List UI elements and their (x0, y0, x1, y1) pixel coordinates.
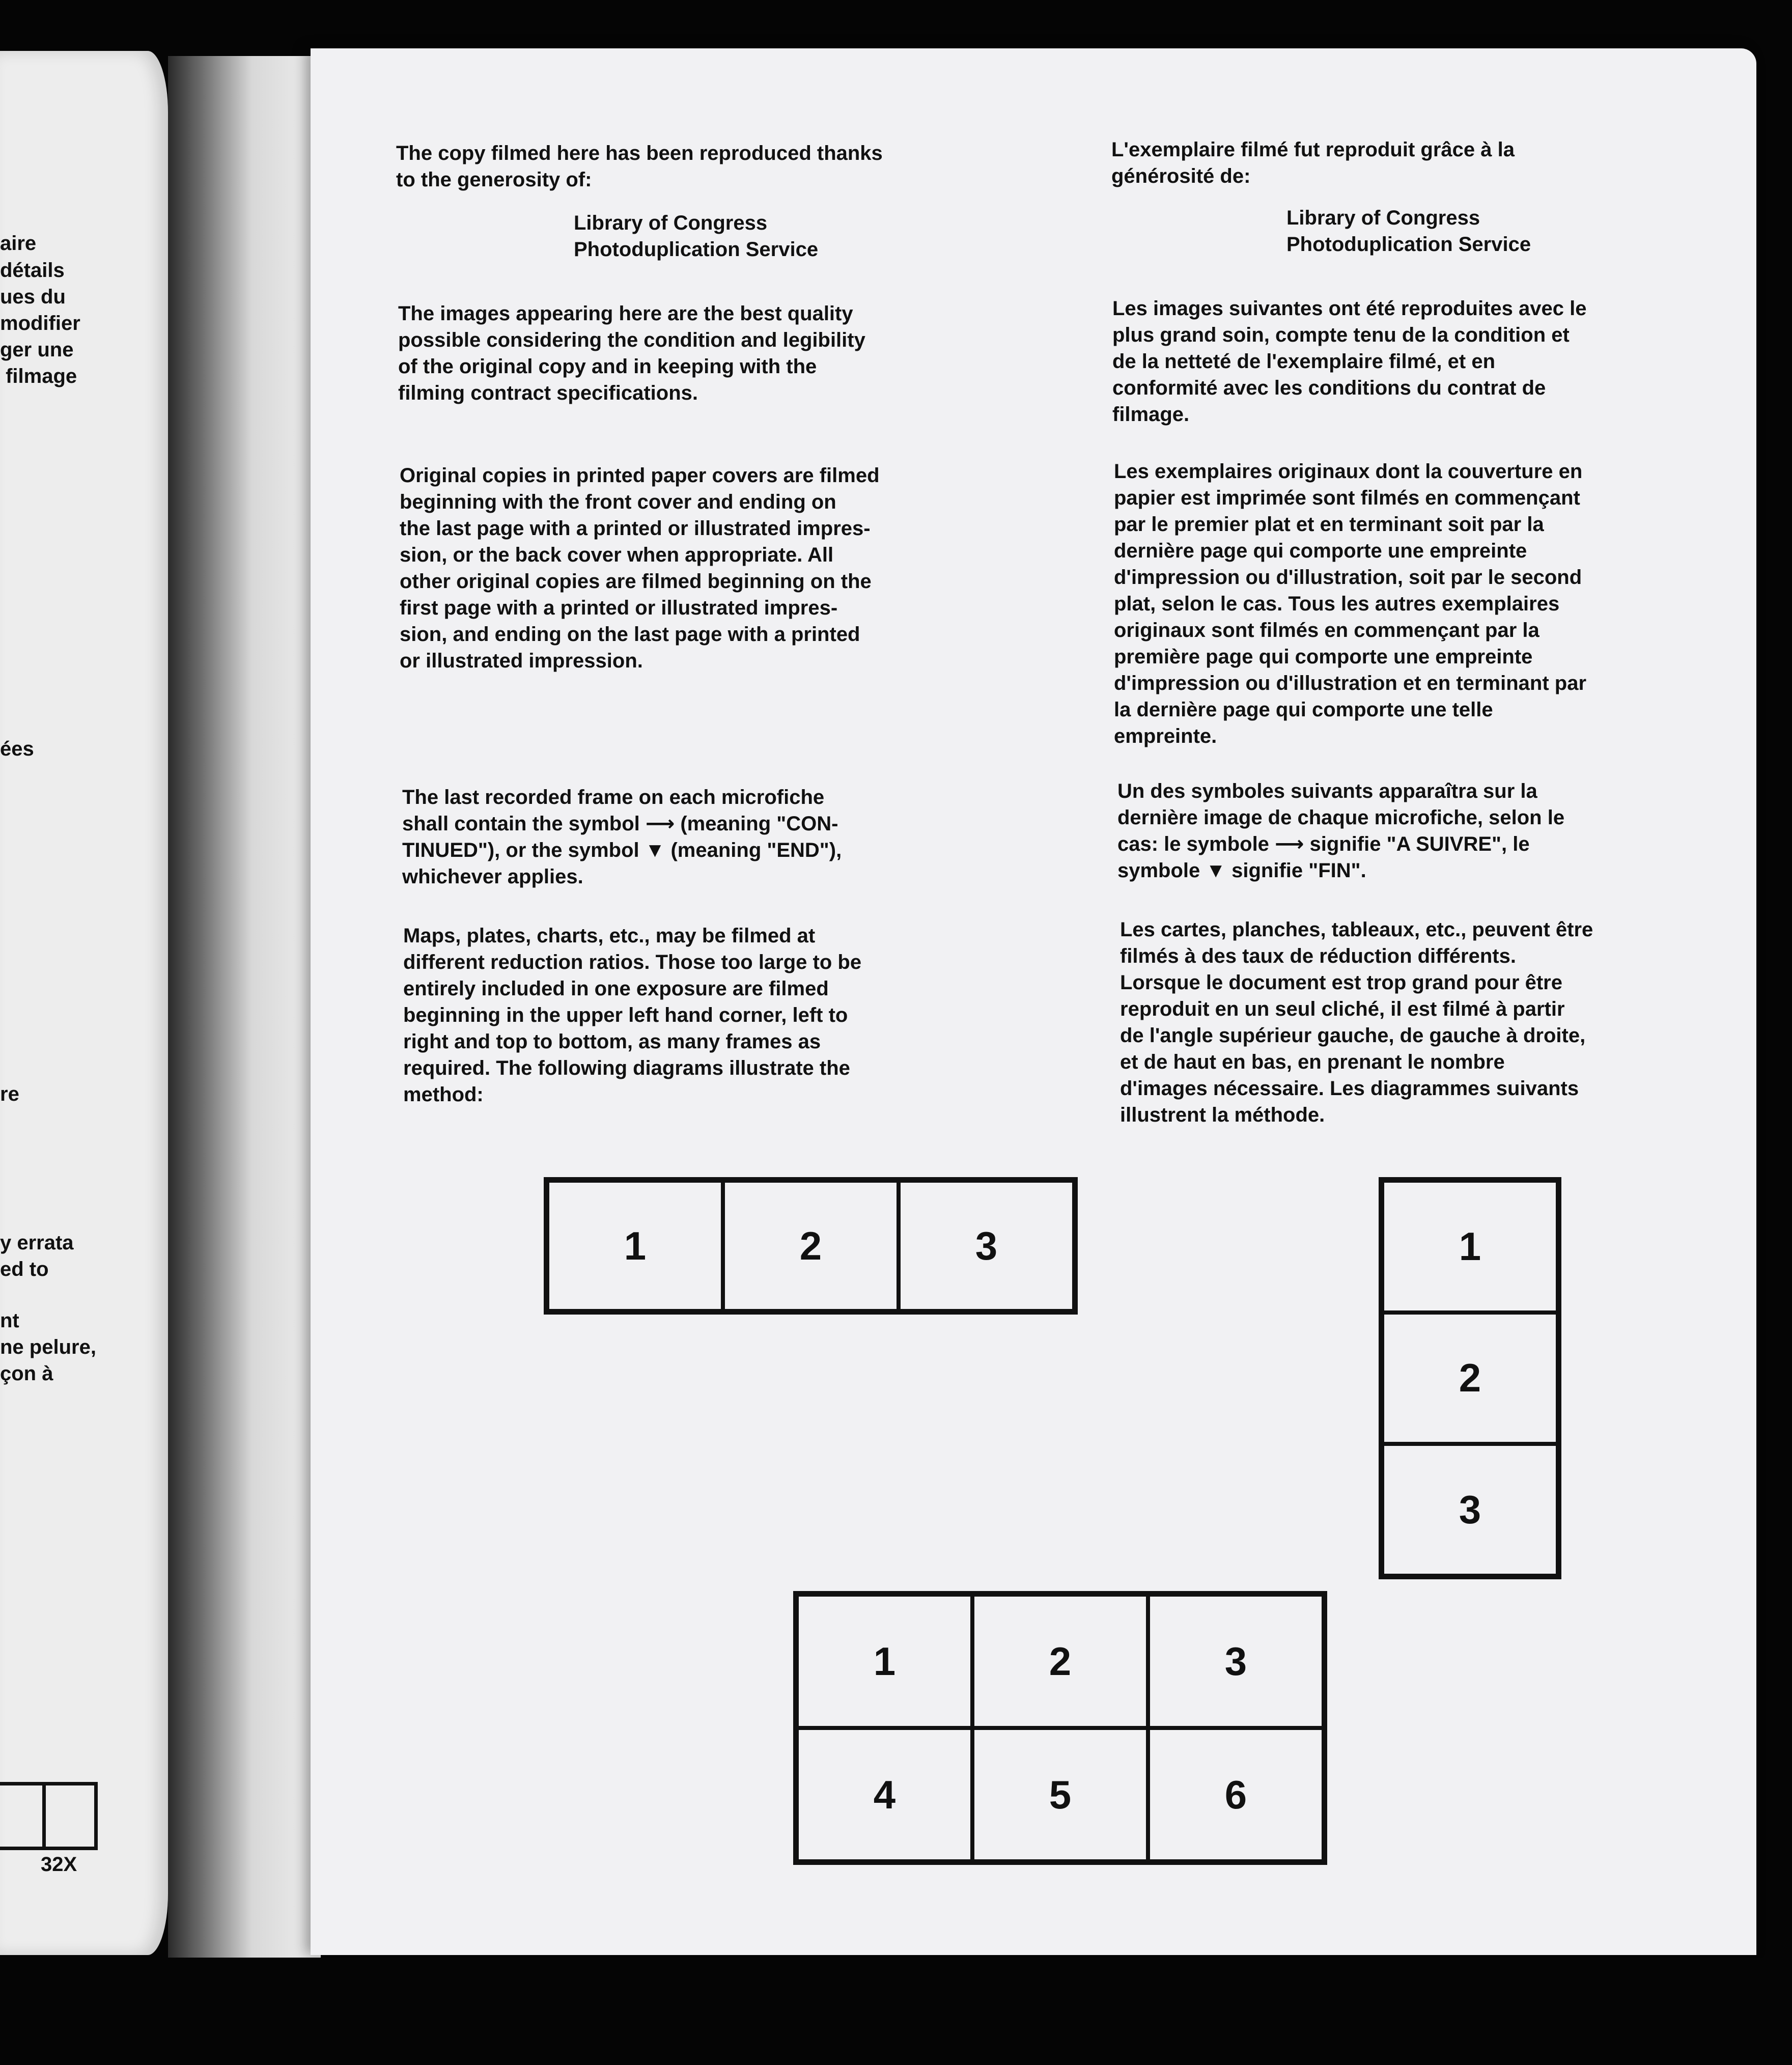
fragment-line: y errata (0, 1232, 74, 1254)
film-border (0, 1958, 1792, 2065)
resolution-box (0, 1782, 46, 1850)
english-library-name: Library of Congress Photoduplication Service (574, 212, 819, 261)
resolution-boxes (0, 1782, 94, 1848)
english-paragraph-maps: Maps, plates, charts, etc., may be filmed at different reduction ratios. Those too large to be entirely included in one exposure are filmed beginning in the upper left hand corner, left to right and top to bottom, as many frames as required. The following diagrams illustrate the method: (403, 925, 862, 1106)
french-paragraph-quality: Les images suivantes ont été reproduites avec le plus grand soin, compte tenu de la condition et de la netteté de l'exemplaire filmé, et en conformité avec les conditions du contrat de filmage. (1112, 297, 1587, 426)
french-paragraph-maps: Les cartes, planches, tableaux, etc., peuvent être filmés à des taux de réduction différents. Lorsque le document est trop grand pour être reproduit en un seul cliché, il est filmé à partir de l'angle supérieur gauche, de gauche à droite, et de haut en bas, en prenant le nombre d'images nécessaire. Les diagrammes suivants illustrent la méthode. (1120, 918, 1593, 1126)
fragment-line: re (0, 1083, 19, 1105)
frame-cell: 2 (1382, 1313, 1558, 1444)
fragment-line: aire (0, 232, 37, 255)
page-gutter-shadow (168, 56, 321, 1960)
frame-cell: 2 (972, 1595, 1148, 1728)
fragment-line: nt (0, 1309, 19, 1332)
english-paragraph-quality: The images appearing here are the best quality possible considering the condition and legibility of the original copy and in keeping with the filming contract specifications. (398, 302, 865, 404)
frame-cell: 1 (797, 1595, 972, 1728)
vertical-frame-diagram (1379, 1177, 1561, 1579)
fragment-line: modifier (0, 312, 80, 334)
fragment-line: détails (0, 259, 65, 282)
frame-cell: 4 (797, 1728, 972, 1861)
grid-frame-diagram (793, 1591, 1327, 1865)
english-intro: The copy filmed here has been reproduced thanks to the generosity of: (396, 142, 883, 191)
frame-cell: 6 (1148, 1728, 1324, 1861)
horizontal-frame-diagram (544, 1177, 1078, 1315)
fragment-line: ger une (0, 339, 74, 361)
french-paragraph-covers: Les exemplaires originaux dont la couverture en papier est imprimée sont filmés en commençant par le premier plat et en terminant soit par la dernière page qui comporte une empreinte d'impression ou d'illustration, soit par le second plat, selon le cas. Tous les autres exemplaires originaux sont filmés en commençant par la première page qui comporte une empreinte d'impression ou d'illustration et en terminant par la dernière page qui comporte une telle empreinte. (1114, 460, 1587, 747)
french-paragraph-symbols: Un des symboles suivants apparaîtra sur la dernière image de chaque microfiche, selon le cas: le symbole ⟶ signifie "A SUIVRE", le symbole ▼ signifie "FIN". (1117, 780, 1565, 882)
resolution-box (42, 1782, 98, 1850)
scale-label: 32X (41, 1853, 77, 1876)
frame-cell: 3 (1148, 1595, 1324, 1728)
fragment-line: ed to (0, 1258, 49, 1280)
fragment-line: ne pelure, (0, 1336, 96, 1358)
frame-cell: 5 (972, 1728, 1148, 1861)
frame-cell: 3 (1382, 1444, 1558, 1576)
french-library-name: Library of Congress Photoduplication Service (1286, 207, 1531, 256)
english-paragraph-covers: Original copies in printed paper covers are filmed beginning with the front cover and ending on the last page with a printed or illustrated impres- sion, or the back cover when appropriate. All other original copies are filmed beginning on the first page with a printed or illustrated impres- sion, and ending on the last page with a printed or illustrated impression. (400, 464, 880, 672)
fragment-line: ées (0, 738, 34, 760)
fragment-line: çon à (0, 1362, 53, 1385)
fragment-line: ues du (0, 286, 66, 308)
french-intro: L'exemplaire filmé fut reproduit grâce à la générosité de: (1111, 138, 1515, 187)
english-paragraph-symbols: The last recorded frame on each microfiche shall contain the symbol ⟶ (meaning "CON- TINUED"), or the symbol ▼ (meaning "END"), whichever applies. (402, 786, 842, 888)
fragment-line: filmage (0, 365, 77, 387)
frame-cell: 1 (1382, 1181, 1558, 1313)
frame-cell: 2 (723, 1181, 899, 1311)
frame-cell: 3 (899, 1181, 1074, 1311)
frame-cell: 1 (547, 1181, 723, 1311)
